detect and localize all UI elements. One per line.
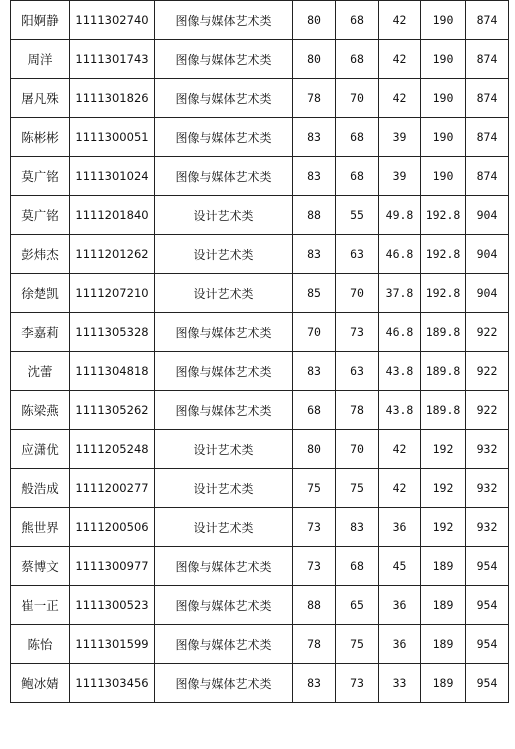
score-3-cell: 43.8 [379, 352, 421, 391]
score-2-cell: 68 [336, 118, 379, 157]
score-2-cell: 68 [336, 547, 379, 586]
total-score-cell: 189.8 [421, 352, 466, 391]
score-1-cell: 83 [293, 235, 336, 274]
total-score-cell: 189 [421, 547, 466, 586]
score-2-cell: 75 [336, 625, 379, 664]
score-1-cell: 80 [293, 430, 336, 469]
total-score-cell: 189 [421, 625, 466, 664]
table-row [11, 586, 509, 625]
total-score-cell: 190 [421, 157, 466, 196]
score-2-cell: 83 [336, 508, 379, 547]
score-3-cell: 37.8 [379, 274, 421, 313]
total-score-cell: 190 [421, 118, 466, 157]
score-2-cell: 75 [336, 469, 379, 508]
category-cell: 图像与媒体艺术类 [155, 625, 293, 664]
total-score-cell: 192 [421, 508, 466, 547]
score-2-cell: 73 [336, 313, 379, 352]
student-id-cell: 1111302740 [70, 1, 155, 40]
rank-cell: 874 [466, 118, 509, 157]
total-score-cell: 190 [421, 1, 466, 40]
score-3-cell: 42 [379, 79, 421, 118]
rank-cell: 904 [466, 196, 509, 235]
score-1-cell: 80 [293, 1, 336, 40]
total-score-cell: 189.8 [421, 313, 466, 352]
score-table-body [11, 1, 509, 703]
score-1-cell: 83 [293, 664, 336, 703]
category-cell: 设计艺术类 [155, 430, 293, 469]
score-3-cell: 46.8 [379, 313, 421, 352]
rank-cell: 874 [466, 79, 509, 118]
score-3-cell: 39 [379, 157, 421, 196]
score-1-cell: 83 [293, 118, 336, 157]
score-2-cell: 68 [336, 1, 379, 40]
total-score-cell: 192 [421, 430, 466, 469]
student-name-cell: 莫广铭 [11, 157, 70, 196]
total-score-cell: 189.8 [421, 391, 466, 430]
student-name-cell: 陈彬彬 [11, 118, 70, 157]
category-cell: 图像与媒体艺术类 [155, 157, 293, 196]
score-3-cell: 42 [379, 430, 421, 469]
table-row [11, 118, 509, 157]
student-id-cell: 1111305328 [70, 313, 155, 352]
total-score-cell: 190 [421, 79, 466, 118]
category-cell: 图像与媒体艺术类 [155, 586, 293, 625]
rank-cell: 954 [466, 664, 509, 703]
score-2-cell: 68 [336, 157, 379, 196]
score-3-cell: 43.8 [379, 391, 421, 430]
student-id-cell: 1111304818 [70, 352, 155, 391]
student-name-cell: 鲍冰婧 [11, 664, 70, 703]
rank-cell: 954 [466, 586, 509, 625]
student-name-cell: 李嘉莉 [11, 313, 70, 352]
table-row [11, 313, 509, 352]
score-1-cell: 73 [293, 508, 336, 547]
score-3-cell: 49.8 [379, 196, 421, 235]
score-3-cell: 42 [379, 1, 421, 40]
rank-cell: 922 [466, 352, 509, 391]
category-cell: 设计艺术类 [155, 508, 293, 547]
table-row [11, 352, 509, 391]
total-score-cell: 192 [421, 469, 466, 508]
category-cell: 设计艺术类 [155, 274, 293, 313]
student-id-cell: 1111201262 [70, 235, 155, 274]
total-score-cell: 192.8 [421, 196, 466, 235]
student-name-cell: 应潇优 [11, 430, 70, 469]
rank-cell: 922 [466, 391, 509, 430]
total-score-cell: 189 [421, 664, 466, 703]
score-1-cell: 88 [293, 586, 336, 625]
score-1-cell: 80 [293, 40, 336, 79]
student-id-cell: 1111200277 [70, 469, 155, 508]
total-score-cell: 189 [421, 586, 466, 625]
score-2-cell: 70 [336, 79, 379, 118]
category-cell: 设计艺术类 [155, 235, 293, 274]
table-row [11, 508, 509, 547]
student-id-cell: 1111301743 [70, 40, 155, 79]
table-row [11, 625, 509, 664]
table-row [11, 547, 509, 586]
category-cell: 图像与媒体艺术类 [155, 40, 293, 79]
category-cell: 图像与媒体艺术类 [155, 313, 293, 352]
rank-cell: 932 [466, 430, 509, 469]
score-1-cell: 85 [293, 274, 336, 313]
table-row [11, 157, 509, 196]
student-id-cell: 1111200506 [70, 508, 155, 547]
table-row [11, 430, 509, 469]
score-3-cell: 46.8 [379, 235, 421, 274]
score-2-cell: 63 [336, 352, 379, 391]
student-name-cell: 崔一正 [11, 586, 70, 625]
category-cell: 图像与媒体艺术类 [155, 1, 293, 40]
student-id-cell: 1111301024 [70, 157, 155, 196]
table-row [11, 274, 509, 313]
score-1-cell: 83 [293, 352, 336, 391]
student-id-cell: 1111300051 [70, 118, 155, 157]
category-cell: 设计艺术类 [155, 469, 293, 508]
student-id-cell: 1111300977 [70, 547, 155, 586]
student-name-cell: 沈蕾 [11, 352, 70, 391]
rank-cell: 874 [466, 157, 509, 196]
score-1-cell: 75 [293, 469, 336, 508]
score-3-cell: 42 [379, 40, 421, 79]
rank-cell: 932 [466, 508, 509, 547]
category-cell: 图像与媒体艺术类 [155, 352, 293, 391]
score-3-cell: 33 [379, 664, 421, 703]
table-row [11, 664, 509, 703]
category-cell: 图像与媒体艺术类 [155, 664, 293, 703]
rank-cell: 954 [466, 547, 509, 586]
student-id-cell: 1111301826 [70, 79, 155, 118]
rank-cell: 904 [466, 235, 509, 274]
table-row [11, 235, 509, 274]
score-2-cell: 65 [336, 586, 379, 625]
score-3-cell: 39 [379, 118, 421, 157]
score-2-cell: 70 [336, 430, 379, 469]
student-name-cell: 屠凡殊 [11, 79, 70, 118]
student-id-cell: 1111205248 [70, 430, 155, 469]
score-table [10, 0, 509, 703]
student-name-cell: 彭炜杰 [11, 235, 70, 274]
rank-cell: 904 [466, 274, 509, 313]
rank-cell: 874 [466, 1, 509, 40]
score-2-cell: 68 [336, 40, 379, 79]
student-id-cell: 1111303456 [70, 664, 155, 703]
student-name-cell: 阳婀静 [11, 1, 70, 40]
student-name-cell: 徐楚凯 [11, 274, 70, 313]
category-cell: 图像与媒体艺术类 [155, 391, 293, 430]
student-id-cell: 1111201840 [70, 196, 155, 235]
rank-cell: 874 [466, 40, 509, 79]
category-cell: 图像与媒体艺术类 [155, 118, 293, 157]
category-cell: 图像与媒体艺术类 [155, 79, 293, 118]
table-row [11, 469, 509, 508]
score-1-cell: 78 [293, 625, 336, 664]
rank-cell: 932 [466, 469, 509, 508]
student-name-cell: 熊世界 [11, 508, 70, 547]
score-1-cell: 70 [293, 313, 336, 352]
student-name-cell: 莫广铭 [11, 196, 70, 235]
student-id-cell: 1111301599 [70, 625, 155, 664]
student-name-cell: 陈梁燕 [11, 391, 70, 430]
student-name-cell: 周洋 [11, 40, 70, 79]
score-3-cell: 45 [379, 547, 421, 586]
score-2-cell: 73 [336, 664, 379, 703]
score-1-cell: 83 [293, 157, 336, 196]
category-cell: 设计艺术类 [155, 196, 293, 235]
score-3-cell: 36 [379, 586, 421, 625]
table-row [11, 391, 509, 430]
score-1-cell: 78 [293, 79, 336, 118]
student-id-cell: 1111207210 [70, 274, 155, 313]
rank-cell: 954 [466, 625, 509, 664]
total-score-cell: 192.8 [421, 235, 466, 274]
category-cell: 图像与媒体艺术类 [155, 547, 293, 586]
student-name-cell: 蔡博文 [11, 547, 70, 586]
rank-cell: 922 [466, 313, 509, 352]
score-1-cell: 68 [293, 391, 336, 430]
score-2-cell: 55 [336, 196, 379, 235]
score-1-cell: 88 [293, 196, 336, 235]
student-name-cell: 般浩成 [11, 469, 70, 508]
table-row [11, 40, 509, 79]
student-name-cell: 陈怡 [11, 625, 70, 664]
score-2-cell: 63 [336, 235, 379, 274]
student-id-cell: 1111305262 [70, 391, 155, 430]
score-3-cell: 36 [379, 508, 421, 547]
score-3-cell: 36 [379, 625, 421, 664]
table-row [11, 196, 509, 235]
total-score-cell: 192.8 [421, 274, 466, 313]
student-id-cell: 1111300523 [70, 586, 155, 625]
score-2-cell: 78 [336, 391, 379, 430]
total-score-cell: 190 [421, 40, 466, 79]
score-1-cell: 73 [293, 547, 336, 586]
table-row [11, 1, 509, 40]
table-row [11, 79, 509, 118]
score-3-cell: 42 [379, 469, 421, 508]
score-2-cell: 70 [336, 274, 379, 313]
